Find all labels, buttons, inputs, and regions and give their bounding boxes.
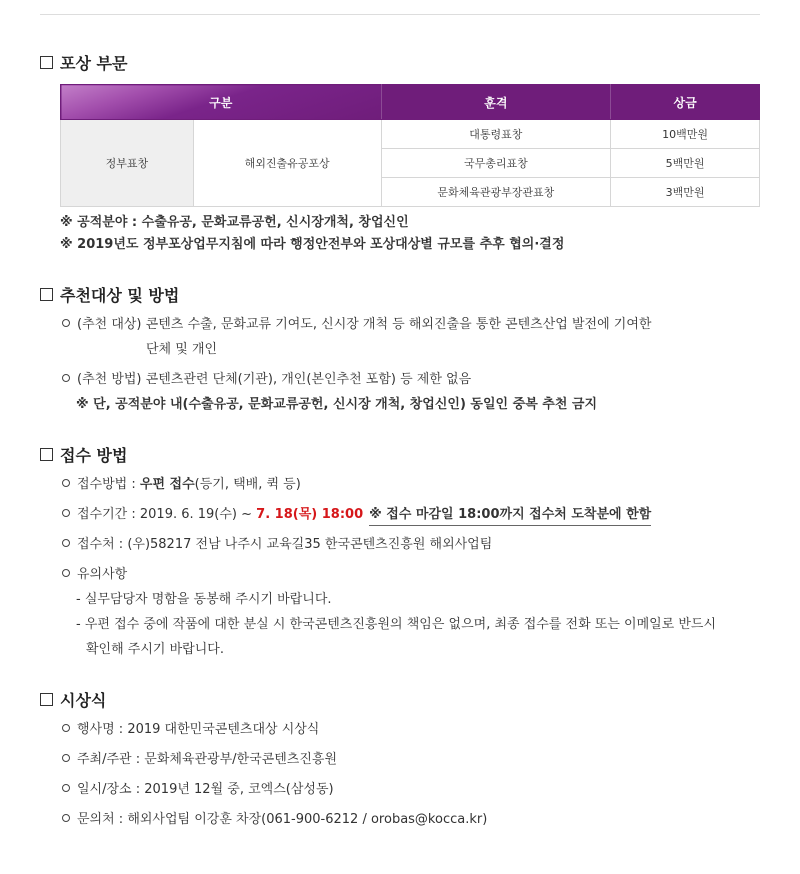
ceremony-item-text: 주최/주관 : 문화체육관광부/한국콘텐츠진흥원 [77, 752, 338, 767]
submission-address-text: 접수처 : (우)58217 전남 나주시 교육길35 한국콘텐츠진흥원 해외사업팀 [77, 537, 493, 552]
submission-address [62, 535, 492, 555]
ceremony-title: 시상식 [60, 690, 107, 710]
section-title-submission [40, 443, 760, 465]
circle-bullet-icon [62, 479, 70, 487]
caution-item-cont: 확인해 주시기 바랍니다. [86, 642, 224, 657]
awards-section [40, 51, 760, 73]
recommend-target-cont: 단체 및 개인 [146, 342, 218, 357]
subcategory-cell: 해외진출유공포상 [193, 120, 381, 207]
circle-bullet-icon [62, 814, 70, 822]
ceremony-item-text: 일시/장소 : 2019년 12월 중, 코엑스(삼성동) [77, 782, 334, 797]
recommend-section [40, 283, 760, 305]
recommend-target [62, 315, 651, 335]
section-title-awards [40, 51, 760, 73]
square-bullet-icon [40, 448, 53, 461]
recommend-method-note: ※ 단, 공적분야 내(수출유공, 문화교류공헌, 신시장 개척, 창업신인) 동일인 중복 추천 금지 [76, 397, 598, 412]
header-prize: 상금 [611, 85, 760, 120]
awards-title: 포상 부문 [60, 53, 128, 73]
section-title-ceremony [40, 688, 760, 710]
submission-title: 접수 방법 [60, 445, 128, 465]
ceremony-item-text: 문의처 : 해외사업팀 이강훈 차장(061-900-6212 / orobas@kocca.kr) [77, 812, 488, 827]
circle-bullet-icon [62, 784, 70, 792]
prize-cell: 10백만원 [611, 120, 760, 149]
ceremony-item-contact [62, 810, 487, 830]
ceremony-item-event [62, 720, 319, 740]
award-note: ※ 2019년도 정부포상업무지침에 따라 행정안전부와 포상대상별 규모를 추후 협의·결정 [60, 237, 565, 252]
grade-cell: 국무총리표창 [381, 149, 611, 178]
ceremony-section [40, 688, 760, 710]
section-title-recommend [40, 283, 760, 305]
prize-cell: 5백만원 [611, 149, 760, 178]
top-divider [40, 14, 760, 15]
ceremony-item-host [62, 750, 337, 770]
square-bullet-icon [40, 288, 53, 301]
circle-bullet-icon [62, 319, 70, 327]
recommend-target-text: (추천 대상) 콘텐츠 수출, 문화교류 기여도, 신시장 개척 등 해외진출을 통한 콘텐츠산업 발전에 기여한 [77, 317, 652, 332]
category-cell: 정부표창 [61, 120, 194, 207]
prize-cell: 3백만원 [611, 178, 760, 207]
submission-method-label: 접수방법 : [77, 477, 140, 492]
table-row [61, 120, 760, 149]
submission-method [62, 475, 301, 495]
award-table-header-row [61, 85, 760, 120]
circle-bullet-icon [62, 539, 70, 547]
square-bullet-icon [40, 56, 53, 69]
ceremony-item-text: 행사명 : 2019 대한민국콘텐츠대상 시상식 [77, 722, 320, 737]
submission-section [40, 443, 760, 465]
ceremony-item-date [62, 780, 334, 800]
award-table [60, 84, 760, 207]
grade-cell: 문화체육관광부장관표창 [381, 178, 611, 207]
award-notes [60, 212, 564, 256]
recommend-method [62, 370, 471, 390]
recommend-method-text: (추천 방법) 콘텐츠관련 단체(기관), 개인(본인추천 포함) 등 제한 없음 [77, 372, 472, 387]
submission-caution [62, 565, 127, 585]
submission-period-label: 접수기간 : 2019. 6. 19(수) ~ [77, 507, 257, 522]
caution-item: - 우편 접수 중에 작품에 대한 분실 시 한국콘텐츠진흥원의 책임은 없으며, 최종 접수를 전화 또는 이메일로 반드시 [76, 617, 717, 632]
header-grade: 훈격 [381, 85, 611, 120]
award-note: ※ 공적분야 : 수출유공, 문화교류공헌, 신시장개척, 창업신인 [60, 215, 409, 230]
circle-bullet-icon [62, 754, 70, 762]
square-bullet-icon [40, 693, 53, 706]
recommend-title: 추천대상 및 방법 [60, 285, 180, 305]
submission-period [62, 505, 651, 525]
circle-bullet-icon [62, 569, 70, 577]
submission-method-rest: (등기, 택배, 퀵 등) [194, 477, 301, 492]
header-category: 구분 [61, 85, 382, 120]
submission-period-note: ※ 접수 마감일 18:00까지 접수처 도착분에 한함 [369, 507, 651, 526]
grade-cell: 대통령표창 [381, 120, 611, 149]
circle-bullet-icon [62, 724, 70, 732]
circle-bullet-icon [62, 374, 70, 382]
submission-caution-title: 유의사항 [77, 567, 128, 582]
circle-bullet-icon [62, 509, 70, 517]
submission-method-bold: 우편 접수 [139, 477, 195, 492]
caution-item: - 실무담당자 명함을 동봉해 주시기 바랍니다. [76, 592, 332, 607]
submission-deadline: 7. 18(목) 18:00 [256, 507, 364, 522]
